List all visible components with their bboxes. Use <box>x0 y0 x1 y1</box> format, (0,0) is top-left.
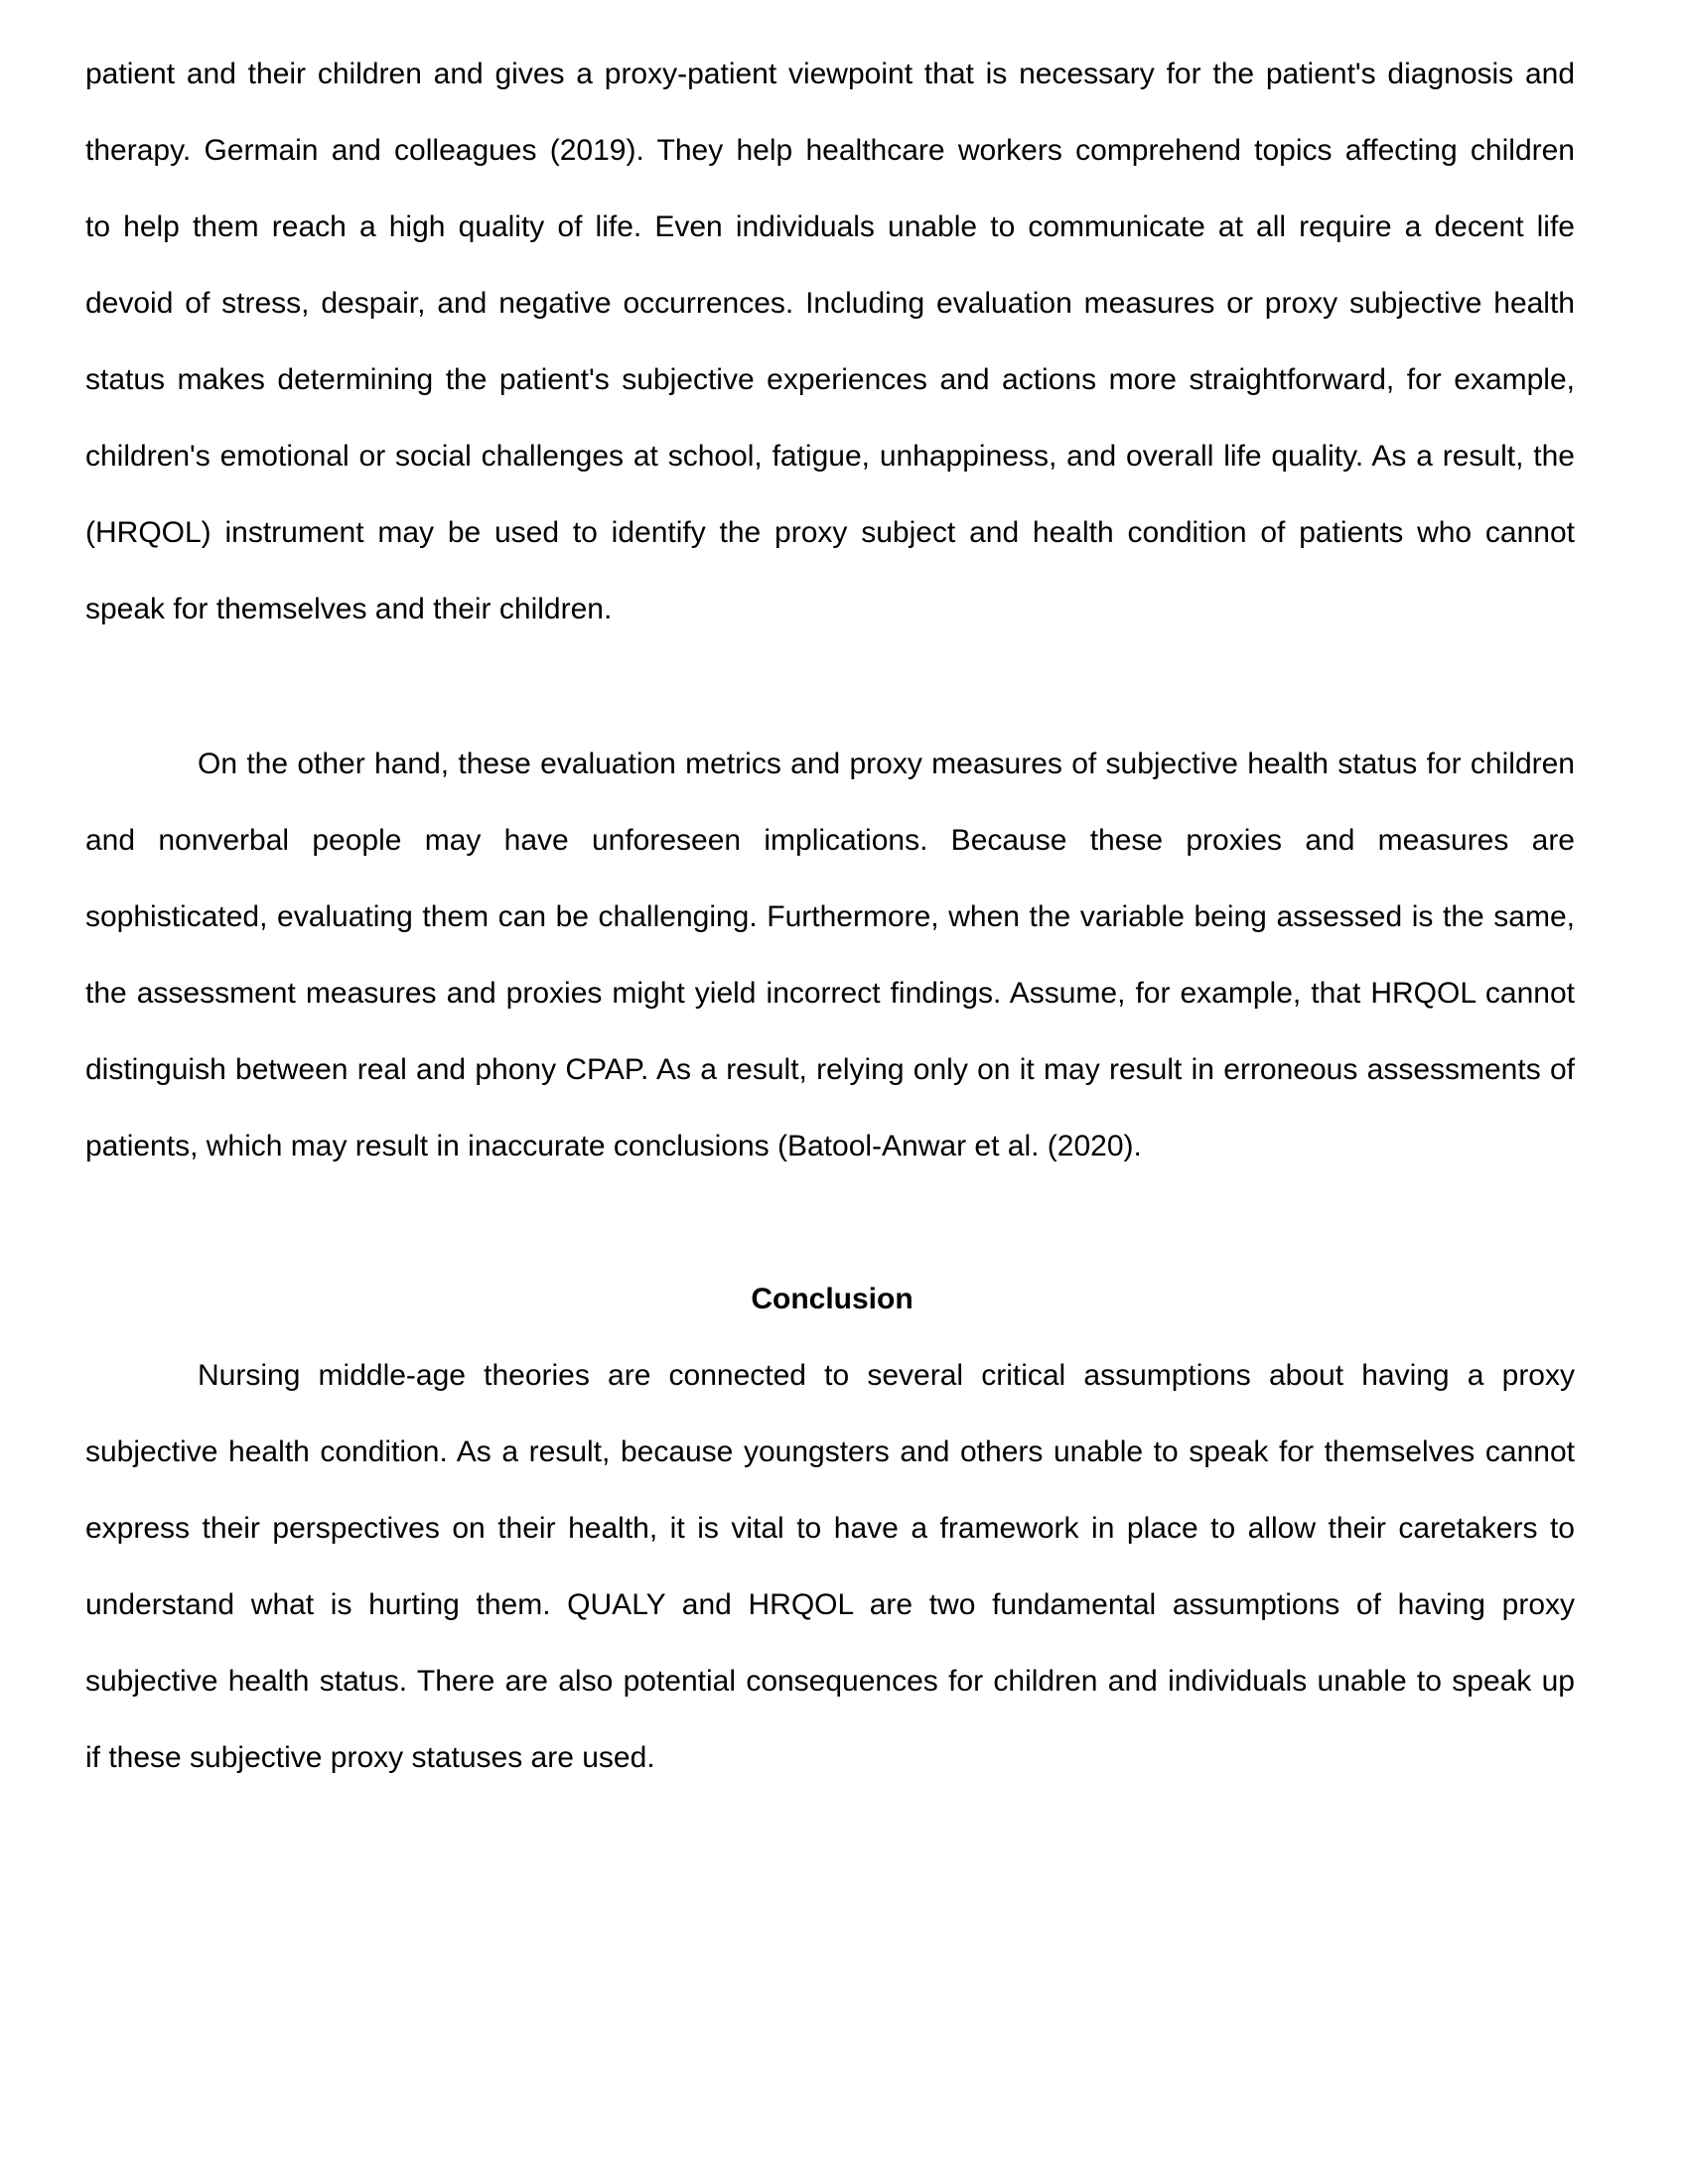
paragraph-conclusion <box>85 1337 1575 1796</box>
paragraph-line: Nursing middle-age theories are connected to several critical assumptions about having a proxy <box>198 1359 1575 1392</box>
paragraph-line: children's emotional or social challenges at school, fatigue, unhappiness, and overall life quality. As a result, the <box>85 440 1575 473</box>
paragraph-proxy-viewpoint <box>85 36 1575 647</box>
paragraph-line: (HRQOL) instrument may be used to identify the proxy subject and health condition of patients who cannot <box>85 516 1575 549</box>
paragraph-line: express their perspectives on their health, it is vital to have a framework in place to allow their caretakers to <box>85 1512 1575 1545</box>
conclusion-heading: Conclusion <box>751 1283 914 1315</box>
paragraph-line: subjective health status. There are also potential consequences for children and individuals unable to speak up <box>85 1665 1575 1698</box>
paragraph-implications <box>85 726 1575 1184</box>
paragraph-line: devoid of stress, despair, and negative occurrences. Including evaluation measures or proxy subjective health <box>85 287 1575 320</box>
paragraph-line: if these subjective proxy statuses are used. <box>85 1741 655 1774</box>
paragraph-line: subjective health condition. As a result, because youngsters and others unable to speak for themselves cannot <box>85 1435 1575 1468</box>
paragraph-line: understand what is hurting them. QUALY and HRQOL are two fundamental assumptions of having proxy <box>85 1588 1575 1621</box>
paragraph-line: to help them reach a high quality of life. Even individuals unable to communicate at all require a decent life <box>85 210 1575 243</box>
paragraph-line: therapy. Germain and colleagues (2019). They help healthcare workers comprehend topics affecting children <box>85 134 1575 167</box>
paragraph-line: the assessment measures and proxies might yield incorrect findings. Assume, for example, that HRQOL cannot <box>85 977 1575 1010</box>
paragraph-line: On the other hand, these evaluation metrics and proxy measures of subjective health status for children <box>198 748 1575 780</box>
paragraph-line: sophisticated, evaluating them can be challenging. Furthermore, when the variable being assessed is the same, <box>85 900 1575 933</box>
paragraph-line: status makes determining the patient's subjective experiences and actions more straightforward, for example, <box>85 363 1575 396</box>
paragraph-line: and nonverbal people may have unforeseen implications. Because these proxies and measures are <box>85 824 1575 857</box>
paragraph-line: patient and their children and gives a proxy-patient viewpoint that is necessary for the patient's diagnosis and <box>85 58 1575 90</box>
paragraph-line: patients, which may result in inaccurate conclusions (Batool-Anwar et al. (2020). <box>85 1130 1142 1162</box>
paragraph-line: speak for themselves and their children. <box>85 593 613 625</box>
paragraph-line: distinguish between real and phony CPAP. As a result, relying only on it may result in erroneous assessments of <box>85 1053 1575 1086</box>
